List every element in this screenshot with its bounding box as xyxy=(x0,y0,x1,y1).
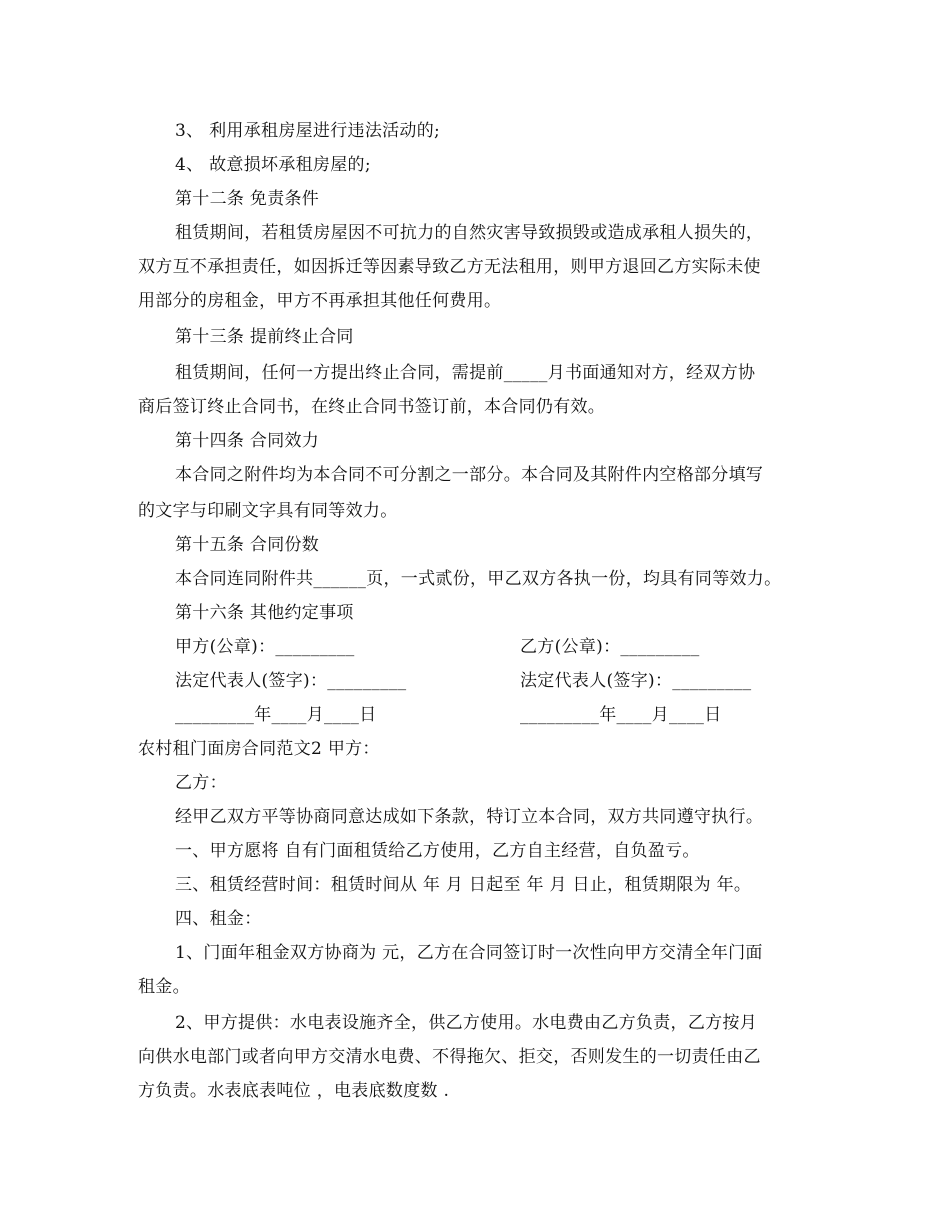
clause-1: 一、甲方愿将 自有门面租赁给乙方使用，乙方自主经营，自负盈亏。 xyxy=(175,841,700,861)
party-a-date: _________年____月____日 xyxy=(175,705,377,725)
article-13-text-line-2: 商后签订终止合同书，在终止合同书签订前，本合同仍有效。 xyxy=(138,397,606,417)
article-16-heading: 第十六条 其他约定事项 xyxy=(175,603,354,623)
clause-4-rent-heading: 四、租金： xyxy=(175,909,262,929)
clause-3-lease-term: 三、租赁经营时间：租赁时间从 年 月 日起至 年 月 日止，租赁期限为 年。 xyxy=(175,875,752,895)
rent-item-2-line-3: 方负责。水表底表吨位 ，电表底数度数 . xyxy=(138,1081,450,1101)
article-12-heading: 第十二条 免责条件 xyxy=(175,189,320,209)
rent-item-2-line-2: 向供水电部门或者向甲方交清水电费、不得拖欠、拒交，否则发生的一切责任由乙 xyxy=(138,1047,761,1067)
rent-item-1-line-2: 租金。 xyxy=(138,977,190,997)
article-12-text-line-1: 租赁期间，若租赁房屋因不可抗力的自然灾害导致损毁或造成承租人损失的， xyxy=(175,223,764,243)
agreement-intro: 经甲乙双方平等协商同意达成如下条款，特订立本合同，双方共同遵守执行。 xyxy=(175,807,764,827)
article-13-text-line-1: 租赁期间，任何一方提出终止合同，需提前_____月书面通知对方，经双方协 xyxy=(175,363,756,383)
rent-item-1-line-1: 1、门面年租金双方协商为 元，乙方在合同签订时一次性向甲方交清全年门面 xyxy=(175,943,763,963)
party-a-representative: 法定代表人(签字)：_________ xyxy=(175,671,407,691)
article-12-text-line-2: 双方互不承担责任，如因拆迁等因素导致乙方无法租用，则甲方退回乙方实际未使 xyxy=(138,257,761,277)
article-14-text-line-2: 的文字与印刷文字具有同等效力。 xyxy=(138,501,398,521)
article-12-text-line-3: 用部分的房租金，甲方不再承担其他任何费用。 xyxy=(138,291,502,311)
clause-item-4: 4、 故意损坏承租房屋的; xyxy=(175,155,371,175)
article-14-heading: 第十四条 合同效力 xyxy=(175,431,320,451)
article-13-heading: 第十三条 提前终止合同 xyxy=(175,327,354,347)
rent-item-2-line-1: 2、甲方提供：水电表设施齐全，供乙方使用。水电费由乙方负责，乙方按月 xyxy=(175,1013,758,1033)
party-b-seal: 乙方(公章)：_________ xyxy=(520,637,700,657)
article-15-heading: 第十五条 合同份数 xyxy=(175,535,320,555)
article-15-text: 本合同连同附件共______页，一式贰份，甲乙双方各执一份，均具有同等效力。 xyxy=(175,569,782,589)
party-b-label: 乙方： xyxy=(175,773,227,793)
party-b-representative: 法定代表人(签字)：_________ xyxy=(520,671,752,691)
party-b-date: _________年____月____日 xyxy=(520,705,722,725)
article-14-text-line-1: 本合同之附件均为本合同不可分割之一部分。本合同及其附件内空格部分填写 xyxy=(175,465,764,485)
party-a-seal: 甲方(公章)：_________ xyxy=(175,637,355,657)
clause-item-3: 3、 利用承租房屋进行违法活动的; xyxy=(175,121,441,141)
section-2-title: 农村租门面房合同范文2 甲方： xyxy=(138,739,380,759)
